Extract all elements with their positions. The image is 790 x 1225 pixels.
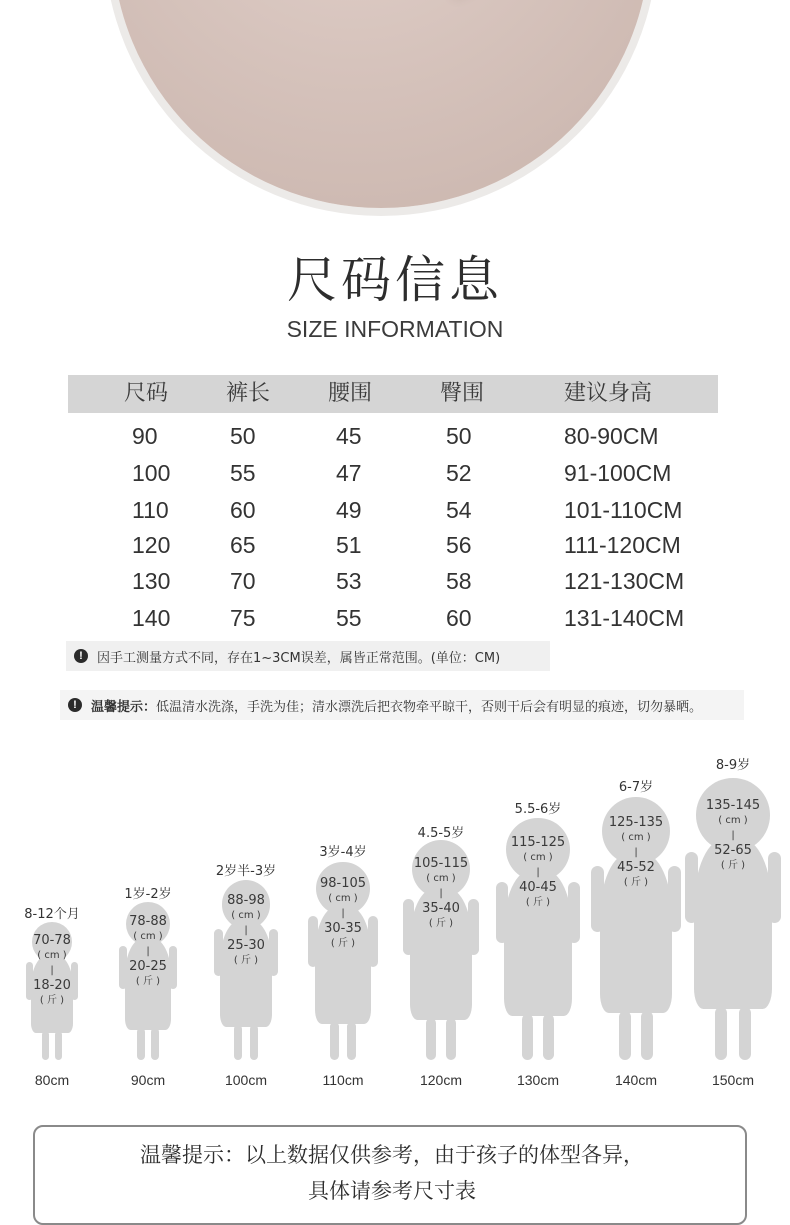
weight-unit: ( 斤 ) [623,877,649,889]
separator: | [146,945,150,957]
measurement-block [303,876,383,951]
weight-unit: ( 斤 ) [233,955,259,967]
measurement-block [596,815,676,890]
separator: | [536,867,540,879]
care-note-text: 低温清水洗涤，手洗为佳；清水漂洗后把衣物牵平晾干，否则干后会有明显的痕迹，切勿暴晒。 [156,699,703,715]
height-range: 70-78 [33,932,71,948]
height-label: 110cm [322,1072,364,1088]
height-range: 88-98 [227,893,265,909]
height-unit: ( cm ) [231,910,261,922]
weight-unit: ( 斤 ) [428,917,454,929]
cell-height: 101-110CM [564,497,683,523]
measurement-block [12,933,92,1008]
cell-height: 121-130CM [564,568,685,594]
cell-pants-length: 55 [230,460,256,486]
height-label: 90cm [130,1072,166,1088]
age-label: 8-9岁 [715,758,751,773]
care-note [60,690,744,720]
header-size: 尺码 [124,381,169,406]
height-range: 135-145 [705,797,761,813]
weight-range: 18-20 [33,977,71,993]
measurement-block [498,835,578,910]
cell-hip: 54 [446,497,472,523]
weight-range: 25-30 [227,938,265,954]
cell-size: 140 [132,605,171,631]
height-range: 115-125 [510,835,566,851]
cell-waist: 45 [336,423,362,449]
weight-unit: ( 斤 ) [330,938,356,950]
cell-size: 100 [132,460,171,486]
cell-waist: 53 [336,568,362,594]
care-note-label: 温馨提示： [91,699,157,715]
height-unit: ( cm ) [133,930,163,942]
section-title: 尺码信息 [287,251,503,309]
cell-pants-length: 75 [230,605,256,631]
weight-range: 45-52 [617,860,655,876]
height-unit: ( cm ) [328,893,358,905]
weight-unit: ( 斤 ) [135,975,161,987]
cell-hip: 60 [446,605,472,631]
age-label: 3岁-4岁 [319,845,367,860]
header-waist: 腰围 [328,381,373,406]
cell-pants-length: 60 [230,497,256,523]
weight-range: 40-45 [519,880,557,896]
cell-waist: 51 [336,532,362,558]
tip-box [33,1125,747,1225]
section-subtitle: SIZE INFORMATION [286,316,504,342]
age-label: 2岁半-3岁 [215,864,277,879]
cell-pants-length: 70 [230,568,256,594]
measure-note [66,641,550,671]
warning-icon: ! [74,649,88,663]
cell-size: 130 [132,568,171,594]
weight-range: 52-65 [714,842,752,858]
cell-waist: 47 [336,460,362,486]
measure-note-text: 因手工测量方式不同，存在1~3CM误差，属皆正常范围。(单位：CM) [97,650,501,666]
cell-size: 110 [132,497,169,523]
cell-hip: 58 [446,568,472,594]
age-label: 1岁-2岁 [124,887,172,902]
header-pants-length: 裤长 [226,381,271,406]
height-label: 100cm [224,1072,268,1088]
tip-line-2: 具体请参考尺寸表 [308,1179,476,1203]
cell-waist: 49 [336,497,362,523]
header-hip: 臀围 [440,381,485,406]
measurement-block [401,856,481,931]
height-label: 130cm [516,1072,560,1088]
height-unit: ( cm ) [37,949,67,961]
height-range: 125-135 [608,815,664,831]
weight-range: 30-35 [324,921,362,937]
cell-pants-length: 65 [230,532,256,558]
cell-size: 90 [132,423,158,449]
height-unit: ( cm ) [426,872,456,884]
weight-unit: ( 斤 ) [525,897,551,909]
weight-unit: ( 斤 ) [720,859,746,871]
cell-pants-length: 50 [230,423,256,449]
height-unit: ( cm ) [523,852,553,864]
separator: | [634,847,638,859]
tip-line-1: 温馨提示：以上数据仅供参考，由于孩子的体型各异， [140,1143,644,1167]
height-label: 150cm [711,1072,755,1088]
age-label: 4.5-5岁 [417,826,465,841]
table-header [68,375,718,413]
measurement-block [206,893,286,968]
measurement-block [693,798,773,873]
height-range: 105-115 [413,855,469,871]
separator: | [731,829,735,841]
weight-range: 35-40 [422,900,460,916]
height-unit: ( cm ) [718,814,748,826]
header-height: 建议身高 [564,381,653,406]
weight-range: 20-25 [129,958,167,974]
height-unit: ( cm ) [621,832,651,844]
cell-height: 131-140CM [564,605,685,631]
cell-height: 111-120CM [564,532,681,558]
age-label: 6-7岁 [618,780,654,795]
separator: | [439,887,443,899]
height-label: 80cm [34,1072,70,1088]
separator: | [341,908,345,920]
cell-hip: 50 [446,423,472,449]
fabric-photo [112,0,650,208]
separator: | [244,925,248,937]
cell-hip: 52 [446,460,472,486]
measurement-block [108,914,188,989]
age-label: 8-12个月 [24,907,80,922]
height-label: 120cm [419,1072,463,1088]
cell-height: 80-90CM [564,423,659,449]
weight-unit: ( 斤 ) [39,994,65,1006]
age-label: 5.5-6岁 [514,802,562,817]
height-label: 140cm [614,1072,658,1088]
height-range: 98-105 [319,876,367,892]
cell-hip: 56 [446,532,472,558]
separator: | [50,964,54,976]
warning-icon: ! [68,698,82,712]
cell-waist: 55 [336,605,362,631]
cell-height: 91-100CM [564,460,672,486]
cell-size: 120 [132,532,171,558]
height-range: 78-88 [129,913,167,929]
